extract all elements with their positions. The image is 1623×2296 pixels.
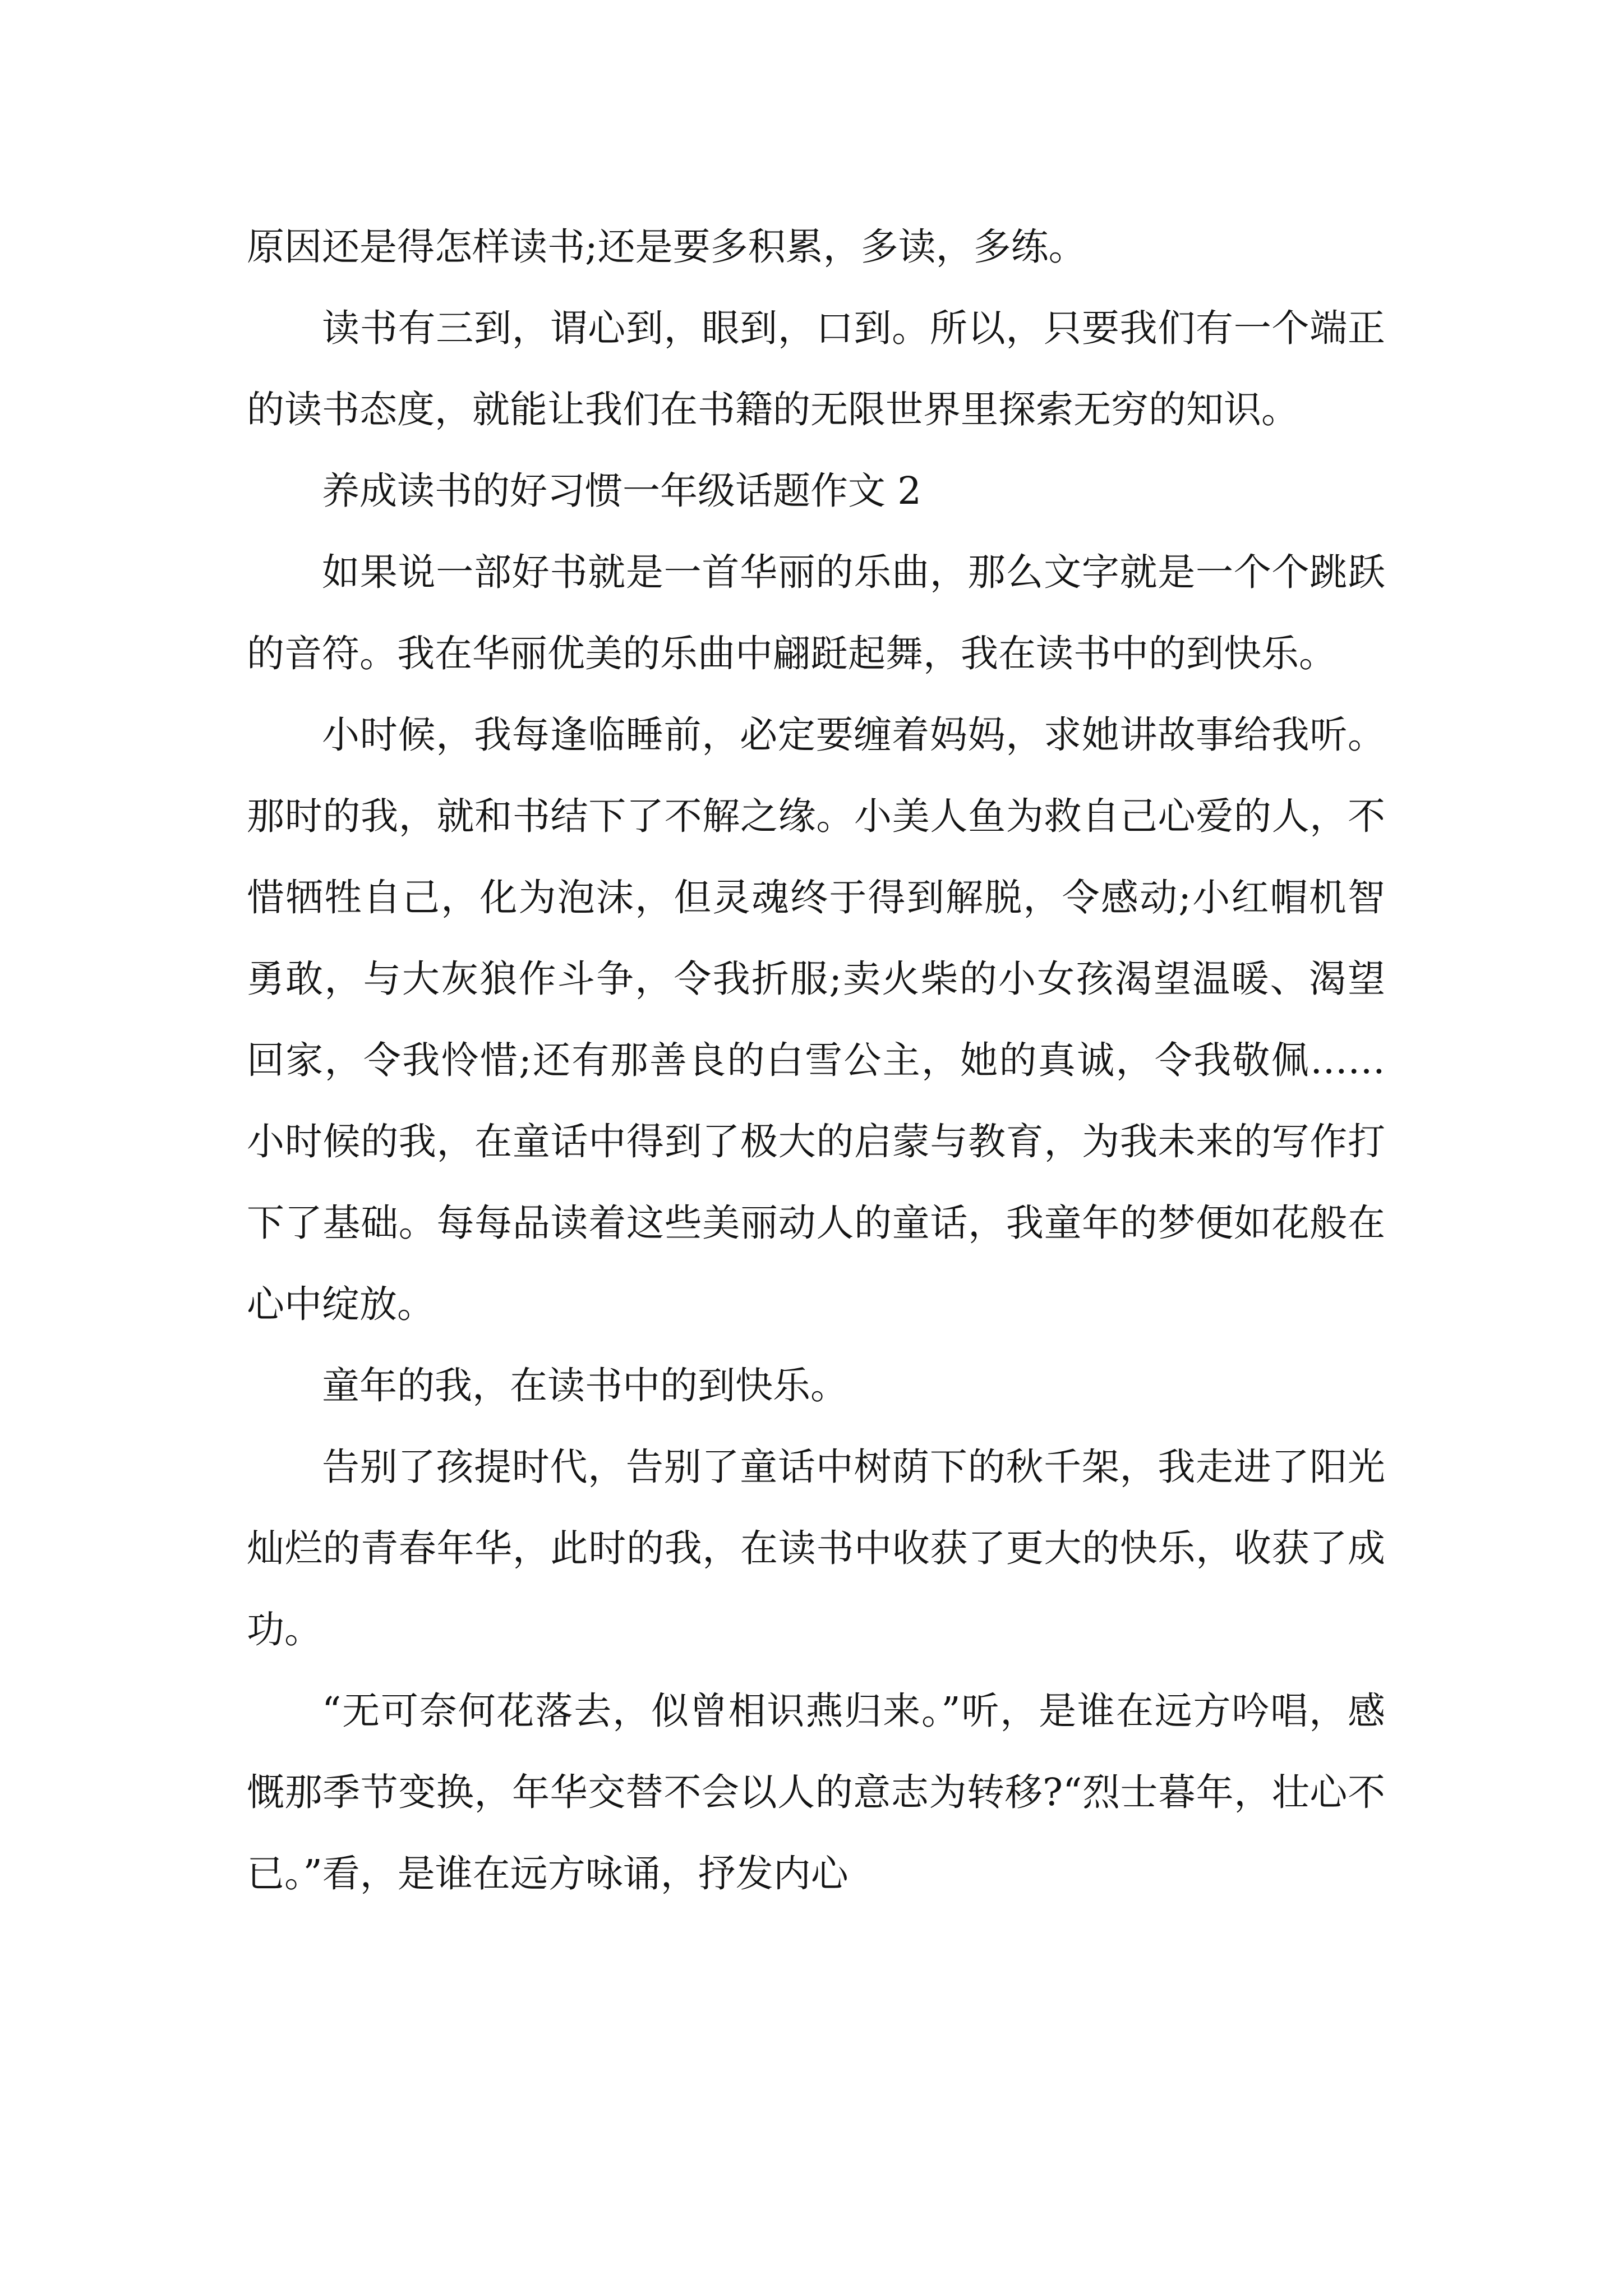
paragraph-3: 如果说一部好书就是一首华丽的乐曲，那么文字就是一个个跳跃的音符。我在华丽优美的乐曲中翩跹起舞，我在读书中的到快乐。 [247, 550, 1385, 675]
paragraph-4: 小时候，我每逢临睡前，必定要缠着妈妈，求她讲故事给我听。那时的我，就和书结下了不解之缘。小美人鱼为救自己心爱的人，不惜牺牲自己，化为泡沫，但灵魂终于得到解脱，令感动;小红帽机智勇敢，与大灰狼作斗争，令我折服;卖火柴的小女孩渴望温暖、渴望回家，令我怜惜;还有那善良的白雪公主，她的真诚，令我敬佩……小时候的我，在童话中得到了极大的启蒙与教育，为我未来的写作打下了基础。每每品读着这些美丽动人的童话，我童年的梦便如花般在心中绽放。 [247, 713, 1385, 1326]
paragraph-7: “无可奈何花落去，似曾相识燕归来。”听，是谁在远方吟唱，感慨那季节变换，年华交替不会以人的意志为转移?“烈士暮年，壮心不已。”看，是谁在远方咏诵，抒发内心 [247, 1689, 1385, 1895]
section-heading: 养成读书的好习惯一年级话题作文 2 [322, 469, 921, 513]
paragraph-6: 告别了孩提时代，告别了童话中树荫下的秋千架，我走进了阳光灿烂的青春年华，此时的我，在读书中收获了更大的快乐，收获了成功。 [247, 1445, 1385, 1651]
paragraph-5: 童年的我，在读书中的到快乐。 [322, 1364, 848, 1407]
paragraph-1: 原因还是得怎样读书;还是要多积累，多读，多练。 [247, 225, 1086, 269]
document-body [247, 206, 1385, 1915]
paragraph-2: 读书有三到，谓心到，眼到，口到。所以，只要我们有一个端正的读书态度，就能让我们在书籍的无限世界里探索无穷的知识。 [247, 306, 1385, 431]
